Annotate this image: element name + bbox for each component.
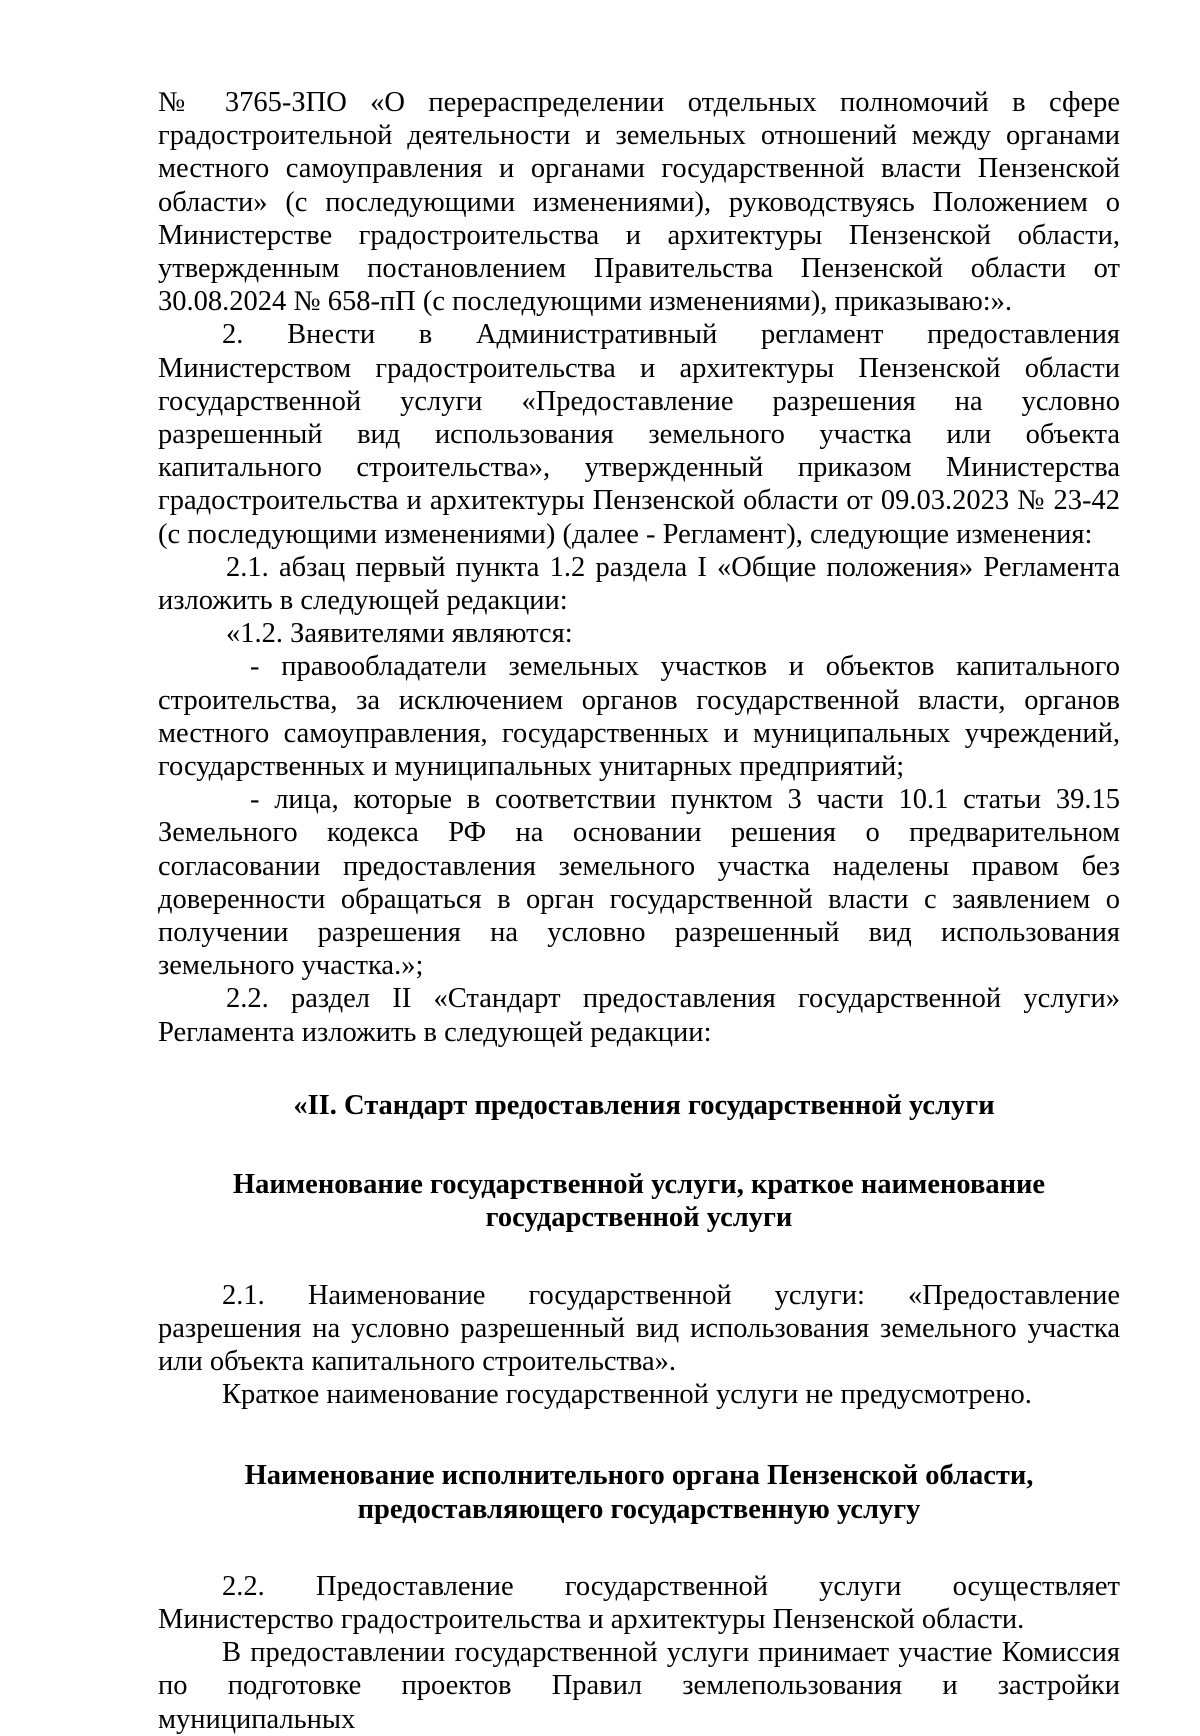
paragraph-applicants-persons: - лица, которые в соответствии пунктом 3 части 10.1 статьи 39.15 Земельного кодекса РФ на основании решения о предварительном согласовании предоставления земельного участка наделены правом без доверенности обращаться в орган государственной власти с заявлением о получении разрешения на условно разрешенный вид использования земельного участка.»; (158, 784, 1120, 982)
section-heading: «II. Стандарт предоставления государственной услуги (293, 1089, 995, 1121)
paragraph-short-name: Краткое наименование государственной услуги не предусмотрено. (222, 1379, 1032, 1411)
subheading-executive-body: Наименование исполнительного органа Пензенской области, предоставляющего государственную услугу (244, 1460, 1034, 1525)
paragraph-commission: В предоставлении государственной услуги принимает участие Комиссия по подготовке проектов Правил землепользования и застройки муниципальных (158, 1637, 1120, 1735)
paragraph-applicants-intro: «1.2. Заявителями являются: (226, 618, 573, 650)
paragraph-item-2-1: 2.1. абзац первый пункта 1.2 раздела I «Общие положения» Регламента изложить в следующей редакции: (158, 551, 1120, 617)
paragraph-item-2-2: 2.2. раздел II «Стандарт предоставления государственной услуги» Регламента изложить в следующей редакции: (158, 983, 1120, 1048)
paragraph-service-name: 2.1. Наименование государственной услуги: «Предоставление разрешения на условно разрешенный вид использования земельного участка или объекта капитального строительства». (158, 1279, 1120, 1377)
paragraph-ministry: 2.2. Предоставление государственной услуги осуществляет Министерство градостроительства и архитектуры Пензенской области. (158, 1570, 1120, 1635)
document-page (158, 86, 1120, 1736)
subheading-service-name: Наименование государственной услуги, краткое наименование государственной услуги (232, 1169, 1046, 1234)
paragraph-law-reference: № 3765-ЗПО «О перераспределении отдельных полномочий в сфере градостроительной деятельности и земельных отношений между органами местного самоуправления и органами государственной власти Пензенской области» (с последующими изменениями), руководствуясь Положением о Министерстве градостроительства и архитектуры Пензенской области, утвержденным постановлением Правительства Пензенской области от 30.08.2024 № 658-пП (с последующими изменениями), приказываю:». (158, 87, 1120, 318)
paragraph-applicants-rightholders: - правообладатели земельных участков и объектов капитального строительства, за исключением органов государственной власти, органов местного самоуправления, государственных и муниципальных учреждений, государственных и муниципальных унитарных предприятий; (158, 651, 1120, 783)
paragraph-item-2: 2. Внести в Административный регламент предоставления Министерством градостроительства и архитектуры Пензенской области государственной услуги «Предоставление разрешения на условно разрешенный вид использования земельного участка или объекта капитального строительства», утвержденный приказом Министерства градостроительства и архитектуры Пензенской области от 09.03.2023 № 23-42 (с последующими изменениями) (далее - Регламент), следующие изменения: (158, 319, 1120, 550)
